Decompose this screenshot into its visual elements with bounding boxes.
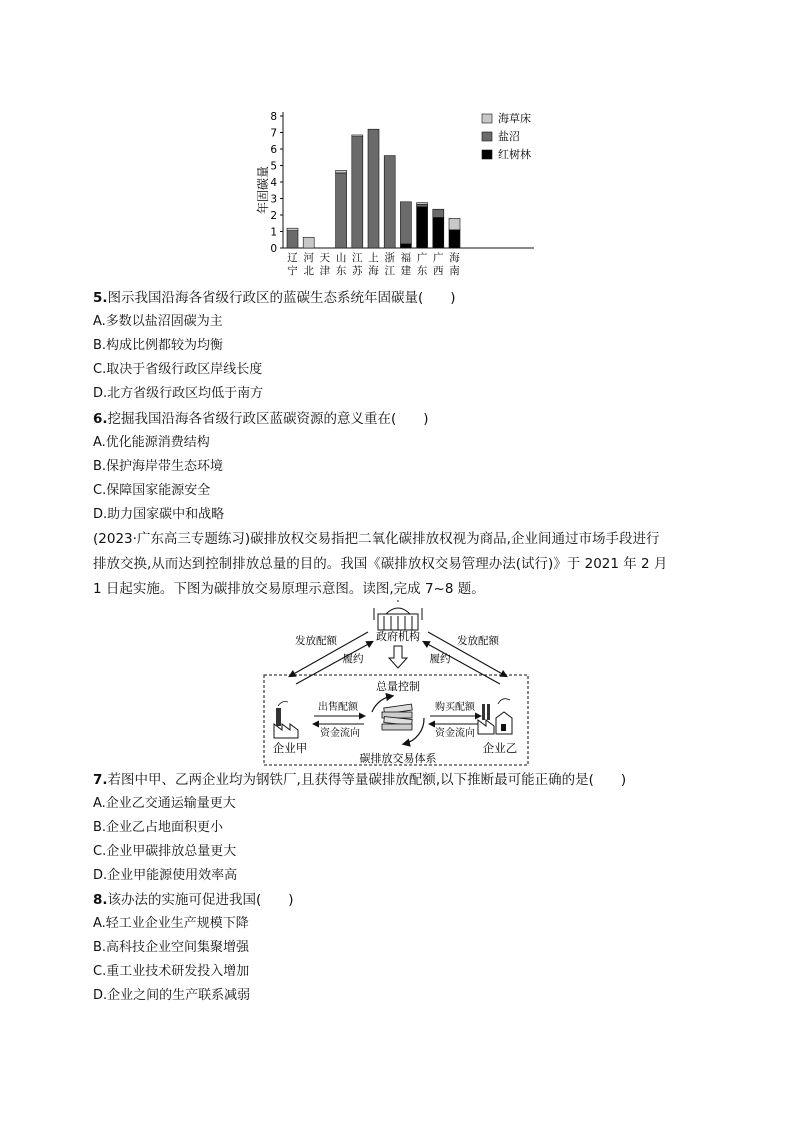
bar-盐沼 <box>352 137 363 248</box>
question-stem: 若图中甲、乙两企业均为钢铁厂,且获得等量碳排放配额,以下推断最可能正确的是( ) <box>107 772 627 788</box>
option-8c[interactable]: C.重工业技术研发投入增加 <box>93 964 250 979</box>
question-7 <box>93 769 626 791</box>
bar-红树林 <box>449 230 460 248</box>
x-tick-label: 上 <box>368 252 379 264</box>
question-8 <box>93 889 294 911</box>
right-quota-label: 发放配额 <box>457 635 499 647</box>
x-tick-label: 东 <box>335 265 347 277</box>
total-control-label: 总量控制 <box>376 680 420 693</box>
legend-swatch <box>482 114 492 123</box>
x-tick-label: 海 <box>449 252 460 264</box>
question-number: 5. <box>93 290 108 306</box>
y-axis-label: 年固碳量 <box>256 165 270 215</box>
fund-left-label: 资金流向 <box>320 728 360 739</box>
option-7a[interactable]: A.企业乙交通运输量更大 <box>93 796 236 811</box>
right-fulfill-label: 履约 <box>429 653 451 665</box>
x-tick-label: 宁 <box>287 265 298 277</box>
y-tick-label: 1 <box>270 226 277 239</box>
buy-quota-label: 购买配额 <box>435 702 475 713</box>
x-tick-label: 浙 <box>384 252 395 264</box>
x-tick-label: 东 <box>416 265 428 277</box>
x-tick-label: 北 <box>303 265 314 277</box>
bar-盐沼 <box>384 156 395 248</box>
bar-海草床 <box>417 203 428 205</box>
x-tick-label: 福 <box>400 252 412 264</box>
sell-quota-label: 出售配额 <box>318 702 358 713</box>
x-tick-label: 苏 <box>352 265 363 277</box>
bar-海草床 <box>449 218 460 230</box>
bar-红树林 <box>433 217 444 248</box>
x-tick-label: 建 <box>400 265 412 277</box>
bar-海草床 <box>287 228 298 230</box>
option-7b[interactable]: B.企业乙占地面积更小 <box>93 820 224 835</box>
x-tick-label: 天 <box>319 252 331 264</box>
money-stack-icon <box>372 696 424 744</box>
carbon-chart <box>250 100 560 285</box>
system-label: 碳排放交易体系 <box>359 752 437 765</box>
y-tick-label: 6 <box>270 144 277 156</box>
x-tick-label: 广 <box>416 252 428 264</box>
option-6c[interactable]: C.保障国家能源安全 <box>93 483 211 498</box>
bar-海草床 <box>303 237 314 248</box>
question-stem: 挖掘我国沿海各省级行政区蓝碳资源的意义重在( ) <box>107 411 429 427</box>
question-5 <box>93 287 456 309</box>
question-stem: 图示我国沿海各省级行政区的蓝碳生态系统年固碳量( ) <box>107 290 456 306</box>
left-fulfill-label: 履约 <box>342 653 364 665</box>
legend-swatch <box>482 150 492 159</box>
option-6d[interactable]: D.助力国家碳中和战略 <box>93 507 225 522</box>
gov-label: 政府机构 <box>376 630 420 643</box>
x-tick-label: 山 <box>335 252 347 264</box>
passage-line-3: 1 日起实施。下图为碳排放交易原理示意图。读图,完成 7~8 题。 <box>93 581 485 597</box>
legend-swatch <box>482 132 492 141</box>
option-7d[interactable]: D.企业甲能源使用效率高 <box>93 868 238 883</box>
y-tick-label: 2 <box>270 210 277 222</box>
fund-right-label: 资金流向 <box>435 728 475 739</box>
y-tick-label: 0 <box>270 243 277 255</box>
x-tick-label: 河 <box>303 252 314 264</box>
bar-盐沼 <box>417 204 428 206</box>
down-arrow-icon <box>389 646 407 668</box>
bar-盐沼 <box>433 209 444 217</box>
enterprise-a-label: 企业甲 <box>272 741 308 755</box>
bar-盐沼 <box>400 202 411 244</box>
option-6a[interactable]: A.优化能源消费结构 <box>93 435 210 450</box>
option-8d[interactable]: D.企业之间的生产联系减弱 <box>93 988 251 1003</box>
factory-b-icon <box>478 699 512 734</box>
y-tick-label: 5 <box>270 160 277 173</box>
bar-红树林 <box>417 207 428 248</box>
question-stem: 该办法的实施可促进我国( ) <box>107 892 294 908</box>
legend-label: 红树林 <box>498 148 531 161</box>
question-number: 6. <box>93 411 108 427</box>
y-tick-label: 7 <box>270 127 277 140</box>
bar-海草床 <box>352 135 363 137</box>
option-6b[interactable]: B.保护海岸带生态环境 <box>93 459 224 474</box>
bar-盐沼 <box>336 173 347 248</box>
enterprise-b-label: 企业乙 <box>482 741 518 755</box>
option-8a[interactable]: A.轻工业企业生产规模下降 <box>93 916 249 931</box>
x-tick-label: 南 <box>449 265 460 277</box>
government-building-icon <box>374 600 422 630</box>
question-6 <box>93 408 429 430</box>
left-quota-label: 发放配额 <box>295 635 337 647</box>
x-tick-label: 江 <box>352 252 363 264</box>
bar-红树林 <box>400 244 411 248</box>
option-7c[interactable]: C.企业甲碳排放总量更大 <box>93 844 237 859</box>
x-tick-label: 海 <box>368 265 379 277</box>
option-5a[interactable]: A.多数以盐沼固碳为主 <box>93 314 223 329</box>
carbon-trading-diagram <box>260 600 535 770</box>
x-tick-label: 江 <box>384 265 395 277</box>
x-tick-label: 西 <box>433 265 444 277</box>
passage-line-2: 排放交换,从而达到控制排放总量的目的。我国《碳排放权交易管理办法(试行)》于 2021 年 2 月 <box>93 556 668 572</box>
option-8b[interactable]: B.高科技企业空间集聚增强 <box>93 940 250 955</box>
bar-海草床 <box>336 170 347 172</box>
option-5b[interactable]: B.构成比例都较为均衡 <box>93 338 224 353</box>
question-number: 8. <box>93 892 108 908</box>
passage-line-1: (2023·广东高三专题练习)碳排放权交易指把二氧化碳排放权视为商品,企业间通过市场手段进行 <box>93 531 660 547</box>
x-tick-label: 辽 <box>287 252 298 264</box>
x-tick-label: 津 <box>319 265 331 277</box>
legend-label: 海草床 <box>498 112 531 125</box>
option-5c[interactable]: C.取决于省级行政区岸线长度 <box>93 362 263 377</box>
legend-label: 盐沼 <box>498 130 520 143</box>
x-tick-label: 广 <box>433 252 444 264</box>
factory-a-icon <box>274 702 298 739</box>
y-tick-label: 3 <box>270 193 277 206</box>
bar-盐沼 <box>287 231 298 248</box>
option-5d[interactable]: D.北方省级行政区均低于南方 <box>93 386 264 401</box>
question-number: 7. <box>93 772 108 788</box>
bar-盐沼 <box>368 129 379 248</box>
y-tick-label: 4 <box>270 177 277 189</box>
y-tick-label: 8 <box>270 111 277 123</box>
